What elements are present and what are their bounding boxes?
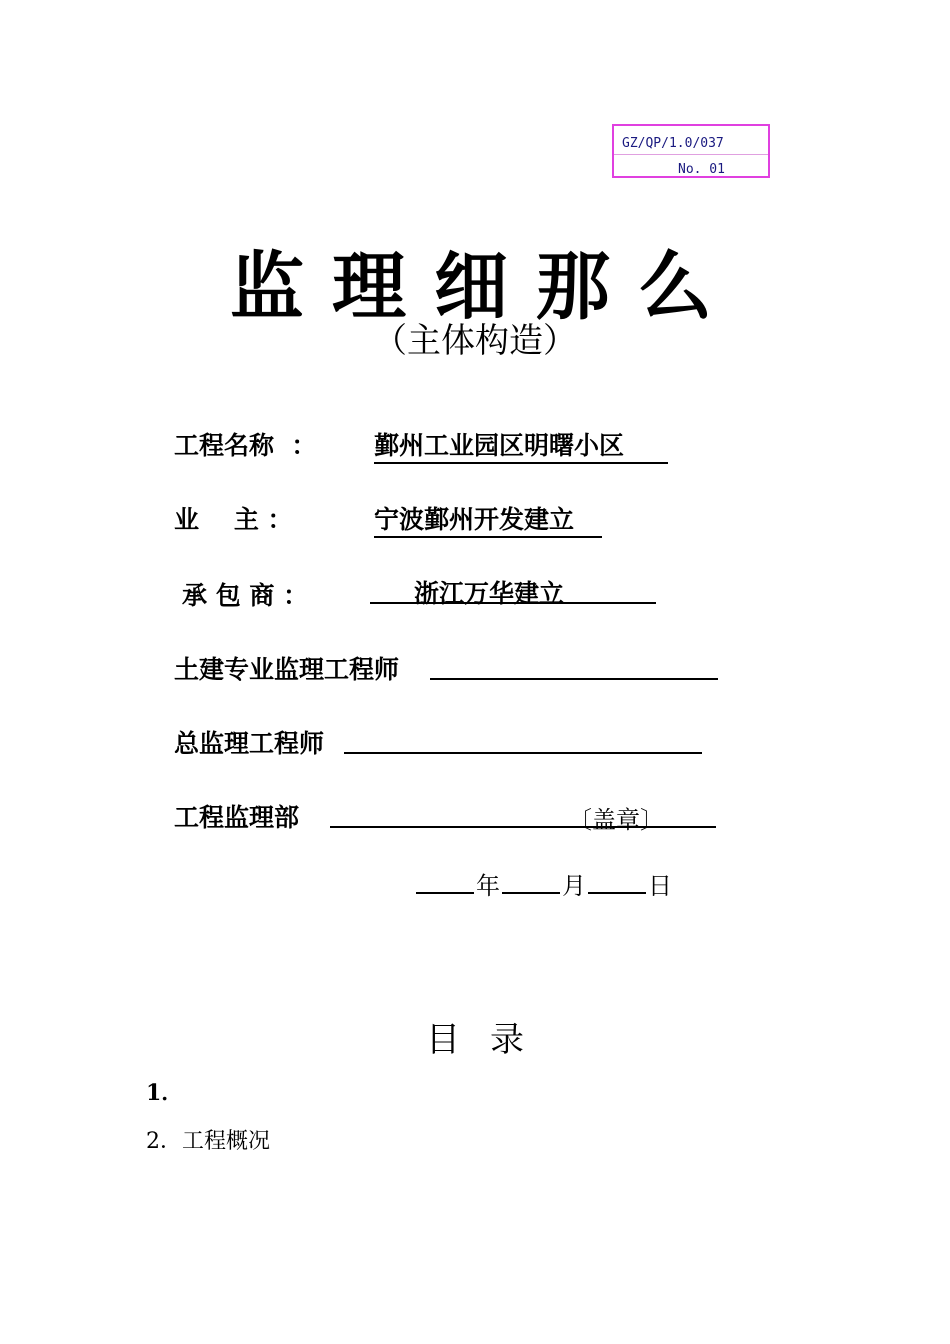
year-blank <box>416 892 474 894</box>
year-label: 年 <box>476 872 500 900</box>
supervision-dept-label: 工程监理部 <box>174 803 300 832</box>
chief-engineer-signature-line <box>344 752 702 754</box>
toc-item: 1． <box>146 1080 184 1106</box>
project-name-label: 工程名称 ： <box>174 431 317 460</box>
owner-value: 宁波鄞州开发建立 <box>374 500 602 538</box>
toc-title: 目录 <box>426 1020 554 1060</box>
civil-engineer-label: 土建专业监理工程师 <box>174 655 400 684</box>
document-code: GZ/QP/1.0/037 <box>622 136 724 151</box>
month-blank <box>502 892 560 894</box>
day-label: 日 <box>648 872 672 900</box>
contractor-value: 浙江万华建立 <box>414 579 565 608</box>
day-blank <box>588 892 646 894</box>
civil-engineer-signature-line <box>430 678 718 680</box>
document-title: 监理细那么 <box>230 244 740 330</box>
seal-placeholder: 〔盖章〕 <box>568 806 664 834</box>
toc-item: 2．工程概况 <box>146 1129 270 1154</box>
code-box-divider <box>614 154 768 155</box>
owner-label: 业 主 ： <box>174 505 293 534</box>
document-subtitle: （主体构造） <box>373 321 577 361</box>
document-code-box <box>612 124 770 178</box>
chief-engineer-label: 总监理工程师 <box>174 729 325 758</box>
project-name-value: 鄞州工业园区明曙小区 <box>374 426 668 464</box>
contractor-label: 承 包 商 ： <box>182 581 309 610</box>
month-label: 月 <box>562 872 586 900</box>
document-number: No. 01 <box>678 162 725 177</box>
